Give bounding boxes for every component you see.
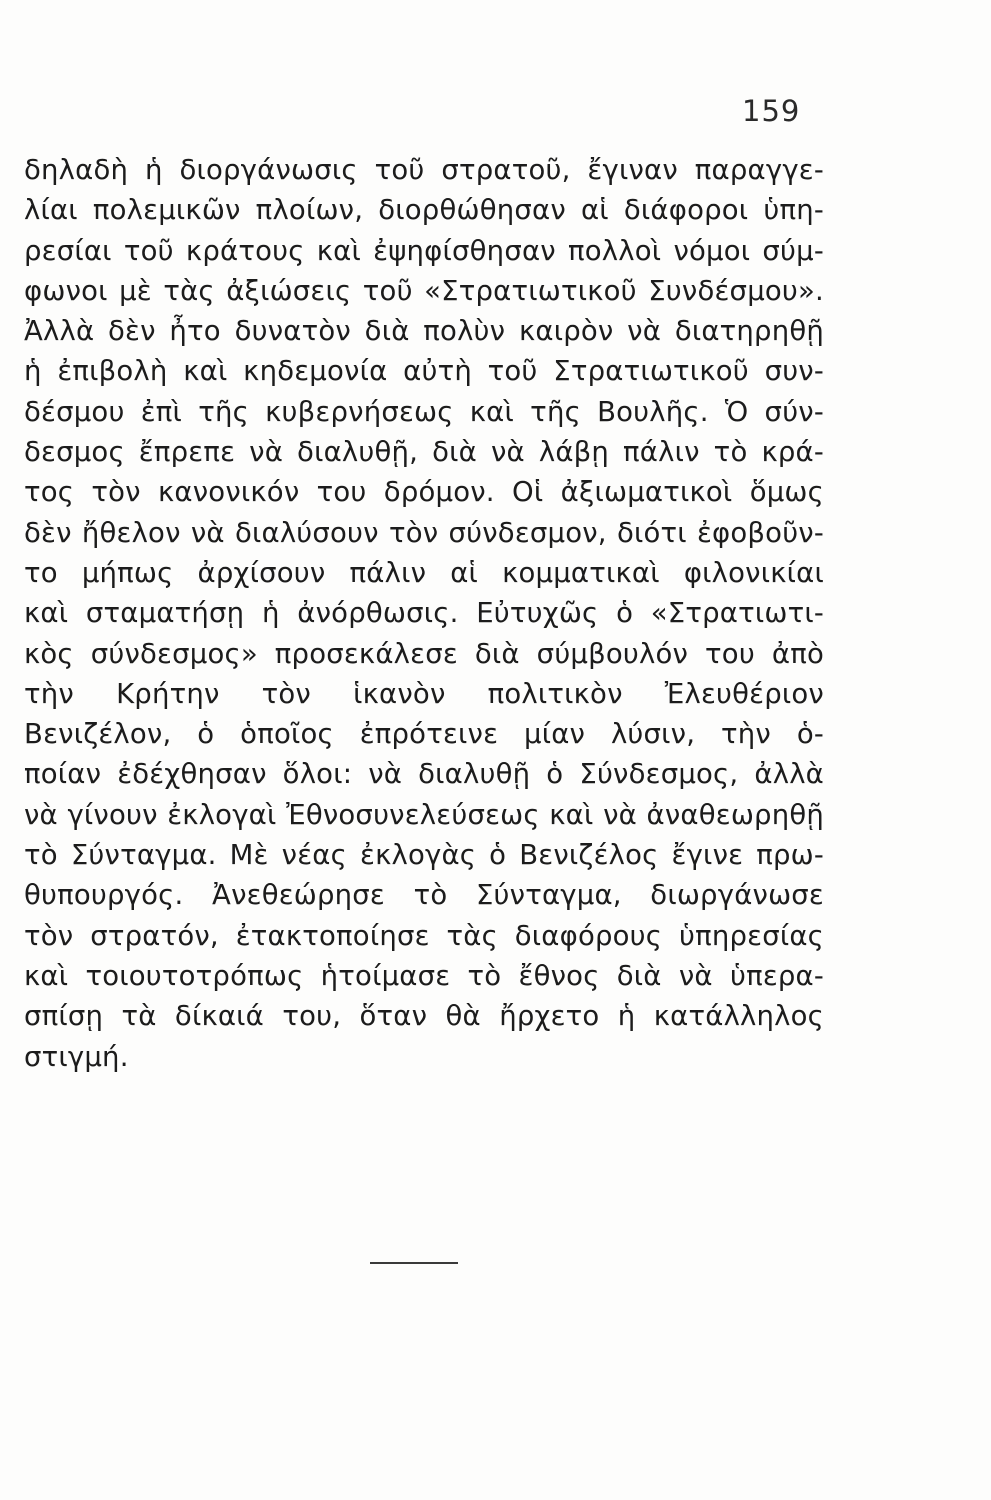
text-line: δεσμος ἔπρεπε νὰ διαλυθῇ, διὰ νὰ λάβῃ πάλιν τὸ κρά- — [24, 436, 824, 469]
text-line: σπίσῃ τὰ δίκαιά του, ὅταν θὰ ἤρχετο ἡ κατάλληλος — [24, 1000, 824, 1033]
text-line: καὶ σταματήσῃ ἡ ἀνόρθωσις. Εὐτυχῶς ὁ «Στρατιωτι- — [24, 597, 824, 630]
text-line: Βενιζέλον, ὁ ὁποῖος ἐπρότεινε μίαν λύσιν, τὴν ὁ- — [24, 718, 824, 751]
text-line: κὸς σύνδεσμος» προσεκάλεσε διὰ σύμβουλόν του ἀπὸ — [24, 637, 824, 670]
page-number: 159 — [742, 94, 801, 128]
text-line: τὸν στρατόν, ἐτακτοποίησε τὰς διαφόρους ὑπηρεσίας — [24, 919, 824, 952]
text-line: στιγμή. — [24, 1040, 129, 1073]
section-divider — [370, 1262, 458, 1264]
text-line: ποίαν ἐδέχθησαν ὅλοι: νὰ διαλυθῇ ὁ Σύνδεσμος, ἀλλὰ — [24, 758, 824, 791]
text-line: δὲν ἤθελον νὰ διαλύσουν τὸν σύνδεσμον, διότι ἐφοβοῦν- — [24, 516, 824, 549]
text-line: ἡ ἐπιβολὴ καὶ κηδεμονία αὐτὴ τοῦ Στρατιωτικοῦ συν- — [24, 355, 824, 388]
text-line: δέσμου ἐπὶ τῆς κυβερνήσεως καὶ τῆς Βουλῆς. Ὁ σύν- — [24, 395, 824, 428]
text-line: το μήπως ἀρχίσουν πάλιν αἱ κομματικαὶ φιλονικίαι — [24, 556, 824, 589]
text-line: δηλαδὴ ἡ διοργάνωσις τοῦ στρατοῦ, ἔγιναν παραγγε- — [24, 154, 824, 186]
body-text — [24, 150, 824, 1077]
text-line: τος τὸν κανονικόν του δρόμον. Οἱ ἀξιωματικοὶ ὅμως — [24, 476, 824, 509]
text-line: φωνοι μὲ τὰς ἀξιώσεις τοῦ «Στρατιωτικοῦ Συνδέσμου». — [24, 274, 824, 307]
text-line: τὸ Σύνταγμα. Μὲ νέας ἐκλογὰς ὁ Βενιζέλος ἔγινε πρω- — [24, 839, 824, 872]
text-line: τὴν Κρήτην τὸν ἱκανὸν πολιτικὸν Ἐλευθέριον — [24, 677, 824, 710]
text-line: νὰ γίνουν ἐκλογαὶ Ἐθνοσυνελεύσεως καὶ νὰ ἀναθεωρηθῇ — [24, 798, 824, 831]
text-line: θυπουργός. Ἀνεθεώρησε τὸ Σύνταγμα, διωργάνωσε — [24, 879, 824, 912]
text-line: Ἀλλὰ δὲν ἦτο δυνατὸν διὰ πολὺν καιρὸν νὰ διατηρηθῇ — [24, 315, 824, 348]
text-line: λίαι πολεμικῶν πλοίων, διορθώθησαν αἱ διάφοροι ὑπη- — [24, 194, 824, 227]
text-line: καὶ τοιουτοτρόπως ἡτοίμασε τὸ ἔθνος διὰ νὰ ὑπερα- — [24, 959, 824, 992]
text-line: ρεσίαι τοῦ κράτους καὶ ἐψηφίσθησαν πολλοὶ νόμοι σύμ- — [24, 234, 824, 267]
